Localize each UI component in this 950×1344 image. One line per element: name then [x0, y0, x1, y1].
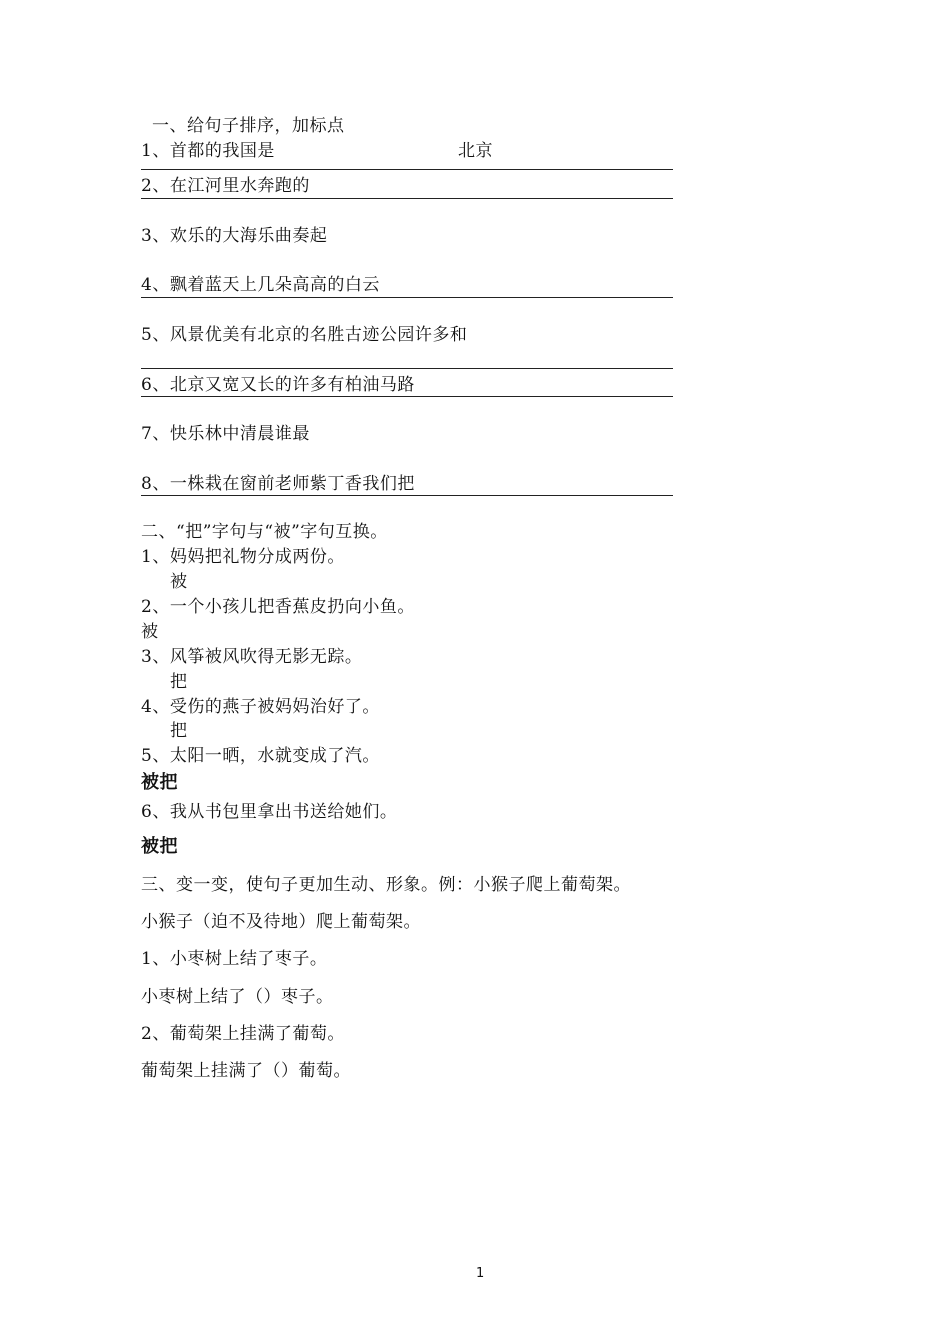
section1-heading: 一、给句子排序，加标点 [152, 116, 345, 136]
answer-line [141, 297, 673, 298]
section2-answer-5: 被把 [141, 772, 178, 793]
section2-answer-6: 被把 [141, 836, 178, 857]
section1-item-3: 3、欢乐的大海乐曲奏起 [141, 226, 328, 246]
section2-item-1: 1、妈妈把礼物分成两份。 [141, 547, 345, 567]
section2-item-2: 2、一个小孩儿把香蕉皮扔向小鱼。 [141, 597, 415, 617]
section2-item-3: 3、风筝被风吹得无影无踪。 [141, 647, 363, 667]
section2-item-4: 4、受伤的燕子被妈妈治好了。 [141, 697, 380, 717]
section1-item-6: 6、北京又宽又长的许多有柏油马路 [141, 375, 415, 395]
section2-answer-1: 被 [170, 572, 188, 592]
answer-line [141, 169, 673, 170]
section2-heading: 二、“把”字句与“被”字句互换。 [141, 522, 388, 542]
section3-item-2: 2、葡萄架上挂满了葡萄。 [141, 1024, 345, 1044]
section2-item-5: 5、太阳一晒，水就变成了汽。 [141, 746, 380, 766]
section2-item-6: 6、我从书包里拿出书送给她们。 [141, 802, 398, 822]
section1-item-5: 5、风景优美有北京的名胜古迹公园许多和 [141, 325, 468, 345]
section2-answer-4: 把 [170, 721, 188, 741]
section1-item-4: 4、飘着蓝天上几朵高高的白云 [141, 275, 380, 295]
section2-answer-2: 被 [141, 622, 159, 642]
section1-item-2: 2、在江河里水奔跑的 [141, 176, 310, 196]
section3-item-1-blank: 小枣树上结了（）枣子。 [141, 987, 334, 1007]
page-number: 1 [476, 1266, 485, 1281]
section3-item-2-blank: 葡萄架上挂满了（）葡萄。 [141, 1061, 351, 1081]
section1-item-7: 7、快乐林中清晨谁最 [141, 424, 310, 444]
section1-item-1-tail: 北京 [458, 141, 493, 161]
section3-example: 小猴子（迫不及待地）爬上葡萄架。 [141, 912, 421, 932]
section1-item-8: 8、一株栽在窗前老师紫丁香我们把 [141, 474, 415, 494]
section1-item-1: 1、首都的我国是 [141, 141, 275, 161]
section2-answer-3: 把 [170, 672, 188, 692]
answer-line [141, 198, 673, 199]
section3-item-1: 1、小枣树上结了枣子。 [141, 949, 328, 969]
answer-line [141, 368, 673, 369]
answer-line [141, 396, 673, 397]
section3-heading: 三、变一变，使句子更加生动、形象。例：小猴子爬上葡萄架。 [141, 875, 631, 895]
answer-line [141, 495, 673, 496]
